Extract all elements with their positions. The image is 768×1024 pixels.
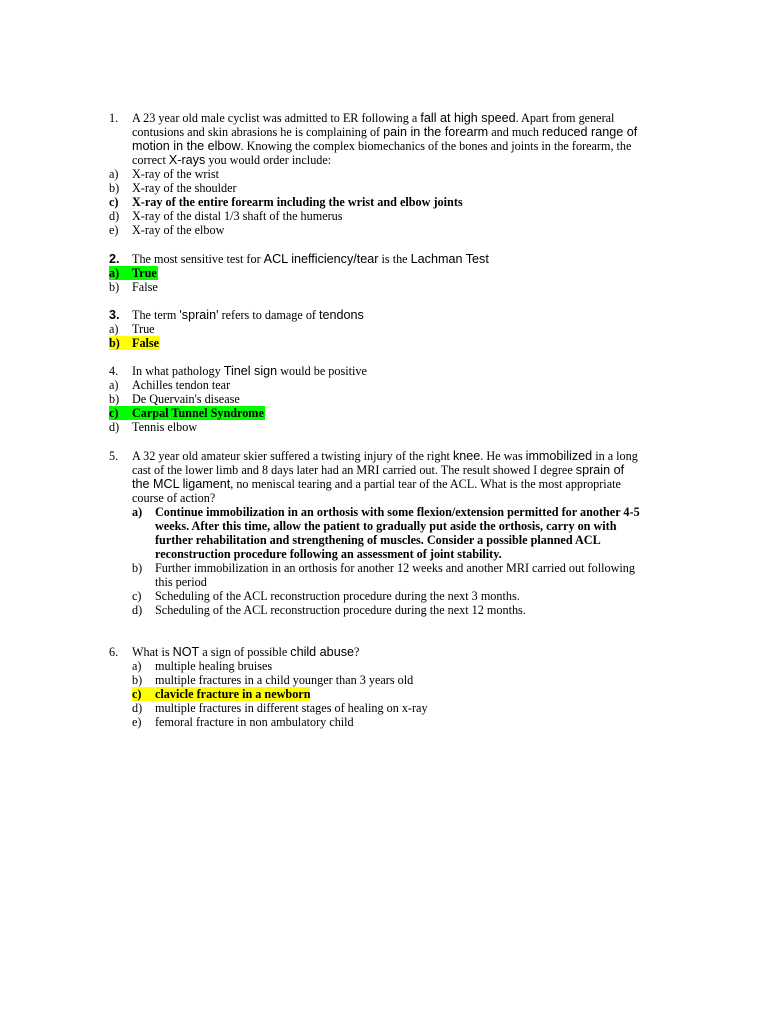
question-stem-text <box>132 125 637 139</box>
option-text: Scheduling of the ACL reconstruction procedure during the next 12 months. <box>155 603 526 617</box>
question-stem-text <box>132 139 631 153</box>
question-stem-text <box>132 463 624 477</box>
answer-option <box>0 561 768 575</box>
option-text: X-ray of the elbow <box>132 223 225 237</box>
answer-option <box>0 406 768 420</box>
question-number: 3. <box>109 308 120 322</box>
option-letter: a) <box>132 659 142 673</box>
option-letter: a) <box>109 378 119 392</box>
answer-wrap <box>109 209 343 223</box>
question-stem-line <box>0 153 768 167</box>
answer-wrap <box>109 322 155 336</box>
option-text: False <box>132 280 158 294</box>
option-letter: b) <box>132 561 143 575</box>
highlighted-answer <box>109 406 265 420</box>
question-stem-line <box>0 125 768 139</box>
option-text: X-ray of the entire forearm including the wrist and elbow joints <box>132 195 463 209</box>
option-letter: d) <box>109 209 120 223</box>
highlighted-answer <box>132 687 310 701</box>
stem-text: would be positive <box>277 364 367 378</box>
option-text: Scheduling of the ACL reconstruction procedure during the next 3 months. <box>155 589 520 603</box>
emphasized-term: immobilized <box>525 449 593 463</box>
question-4 <box>0 364 768 434</box>
option-text: X-ray of the distal 1/3 shaft of the humerus <box>132 209 343 223</box>
answer-option <box>0 575 768 589</box>
answer-wrap <box>109 280 158 294</box>
question-number: 6. <box>109 645 119 659</box>
answer-option <box>0 336 768 350</box>
option-text: weeks. After this time, allow the patient to gradually put aside the orthosis, carry on with <box>155 519 617 533</box>
stem-text: ? <box>354 645 360 659</box>
option-letter: a) <box>109 322 119 336</box>
stem-text: course of action? <box>132 491 216 505</box>
stem-text: . He was <box>480 449 526 463</box>
stem-text: contusions and skin abrasions he is complaining of <box>132 125 384 139</box>
question-1 <box>0 111 768 237</box>
answer-option <box>0 687 768 701</box>
option-text: Further immobilization in an orthosis for another 12 weeks and another MRI carried out following <box>155 561 635 575</box>
emphasized-term: child abuse <box>290 645 354 659</box>
option-letter: b) <box>109 336 120 350</box>
stem-text: . Apart from general <box>515 111 615 125</box>
question-stem-text <box>132 111 614 125</box>
answer-option <box>0 547 768 561</box>
question-stem-line <box>0 491 768 505</box>
highlighted-answer <box>109 336 160 350</box>
stem-text: a sign of possible <box>199 645 291 659</box>
answer-wrap <box>109 167 219 181</box>
answer-option <box>0 378 768 392</box>
answer-option <box>0 266 768 280</box>
question-stem-line <box>0 308 768 322</box>
question-stem-text <box>132 491 215 505</box>
question-stem-text <box>132 252 489 266</box>
option-text: X-ray of the wrist <box>132 167 219 181</box>
emphasized-term: the MCL ligament <box>132 477 231 491</box>
answer-option <box>0 195 768 209</box>
question-stem-line <box>0 463 768 477</box>
question-stem-text <box>132 153 331 167</box>
question-stem-text <box>132 645 359 659</box>
stem-text: A 32 year old amateur skier suffered a twisting injury of the right <box>132 449 453 463</box>
emphasized-term: sprain of <box>575 463 625 477</box>
answer-wrap <box>109 223 224 237</box>
answer-option <box>0 603 768 617</box>
question-stem-line <box>0 449 768 463</box>
stem-text: A 23 year old male cyclist was admitted to ER following a <box>132 111 421 125</box>
emphasized-term: fall at high speed <box>420 111 516 125</box>
answer-wrap <box>109 420 197 434</box>
question-stem-text <box>132 364 367 378</box>
answer-option <box>0 659 768 673</box>
emphasized-term: pain in the forearm <box>383 125 489 139</box>
emphasized-term: tendons <box>319 308 364 322</box>
question-stem-line <box>0 477 768 491</box>
option-letter: c) <box>132 589 142 603</box>
option-text: Continue immobilization in an orthosis with some flexion/extension permitted for another 4-5 <box>155 505 640 519</box>
option-letter: c) <box>109 195 119 209</box>
stem-text: The most sensitive test for <box>132 252 264 266</box>
emphasized-term: reduced range of <box>542 125 638 139</box>
question-5 <box>0 449 768 617</box>
option-letter: d) <box>109 420 120 434</box>
answer-wrap <box>109 378 230 392</box>
question-stem-text <box>132 308 364 322</box>
option-text: multiple healing bruises <box>155 659 273 673</box>
option-letter: a) <box>109 266 120 280</box>
answer-option <box>0 280 768 294</box>
stem-text: is the <box>378 252 411 266</box>
stem-text: correct <box>132 153 169 167</box>
answer-option <box>0 519 768 533</box>
emphasized-term: Lachman Test <box>410 252 489 266</box>
answer-option <box>0 505 768 519</box>
stem-text: and much <box>488 125 543 139</box>
answer-option <box>0 392 768 406</box>
answer-option <box>0 322 768 336</box>
answer-option <box>0 533 768 547</box>
option-text: De Quervain's disease <box>132 392 240 406</box>
answer-wrap <box>109 195 463 209</box>
question-2 <box>0 252 768 294</box>
question-stem-line <box>0 111 768 125</box>
question-stem-line <box>0 364 768 378</box>
stem-text: The term <box>132 308 180 322</box>
answer-option <box>0 167 768 181</box>
option-letter: b) <box>109 280 120 294</box>
emphasized-term: knee <box>452 449 481 463</box>
stem-text: in a long <box>592 449 638 463</box>
emphasized-term: Tinel sign <box>223 364 278 378</box>
question-3 <box>0 308 768 350</box>
question-number: 1. <box>109 111 119 125</box>
option-text: multiple fractures in different stages of healing on x-ray <box>155 701 428 715</box>
option-text: multiple fractures in a child younger than 3 years old <box>155 673 414 687</box>
option-letter: d) <box>132 603 143 617</box>
question-stem-line <box>0 139 768 153</box>
question-stem-text <box>132 449 638 463</box>
emphasized-term: motion in the elbow <box>132 139 241 153</box>
emphasized-term: 'sprain' <box>179 308 219 322</box>
option-letter: e) <box>109 223 119 237</box>
option-text: this period <box>155 575 207 589</box>
stem-text: What is <box>132 645 173 659</box>
option-text: X-ray of the shoulder <box>132 181 237 195</box>
question-stem-line <box>0 645 768 659</box>
option-letter: a) <box>132 505 143 519</box>
stem-text: . Knowing the complex biomechanics of the bones and joints in the forearm, the <box>240 139 632 153</box>
question-6 <box>0 645 768 729</box>
option-text: True <box>132 266 157 280</box>
answer-option <box>0 673 768 687</box>
option-letter: c) <box>132 687 142 701</box>
option-text: False <box>132 336 160 350</box>
answer-option <box>0 420 768 434</box>
question-number: 2. <box>109 252 120 266</box>
answer-option <box>0 181 768 195</box>
stem-text: In what pathology <box>132 364 224 378</box>
question-stem-text <box>132 477 621 491</box>
option-letter: d) <box>132 701 143 715</box>
question-number: 4. <box>109 364 119 378</box>
answer-option <box>0 209 768 223</box>
answer-wrap <box>109 392 240 406</box>
answer-wrap <box>109 181 237 195</box>
answer-option <box>0 701 768 715</box>
option-letter: b) <box>109 181 120 195</box>
option-text: femoral fracture in non ambulatory child <box>155 715 354 729</box>
emphasized-term: X-rays <box>168 153 206 167</box>
stem-text: you would order include: <box>205 153 332 167</box>
emphasized-term: NOT <box>172 645 200 659</box>
stem-text: , no meniscal tearing and a partial tear of the ACL. What is the most appropriate <box>230 477 621 491</box>
answer-option <box>0 589 768 603</box>
option-text: further rehabilitation and strengthening of muscles. Consider a possible planned ACL <box>155 533 601 547</box>
option-text: Carpal Tunnel Syndrome <box>132 406 264 420</box>
option-text: clavicle fracture in a newborn <box>155 687 311 701</box>
stem-text: refers to damage of <box>218 308 320 322</box>
question-stem-line <box>0 252 768 266</box>
stem-text: cast of the lower limb and 8 days later had an MRI carried out. The result showed I degree <box>132 463 576 477</box>
question-number: 5. <box>109 449 119 463</box>
answer-option <box>0 715 768 729</box>
option-text: reconstruction procedure following an assessment of joint stability. <box>155 547 502 561</box>
option-text: True <box>132 322 155 336</box>
option-text: Achilles tendon tear <box>132 378 231 392</box>
option-letter: c) <box>109 406 119 420</box>
answer-option <box>0 223 768 237</box>
option-letter: e) <box>132 715 142 729</box>
emphasized-term: ACL inefficiency/tear <box>263 252 379 266</box>
option-text: Tennis elbow <box>132 420 198 434</box>
option-letter: a) <box>109 167 119 181</box>
option-letter: b) <box>109 392 120 406</box>
highlighted-answer <box>109 266 158 280</box>
option-letter: b) <box>132 673 143 687</box>
